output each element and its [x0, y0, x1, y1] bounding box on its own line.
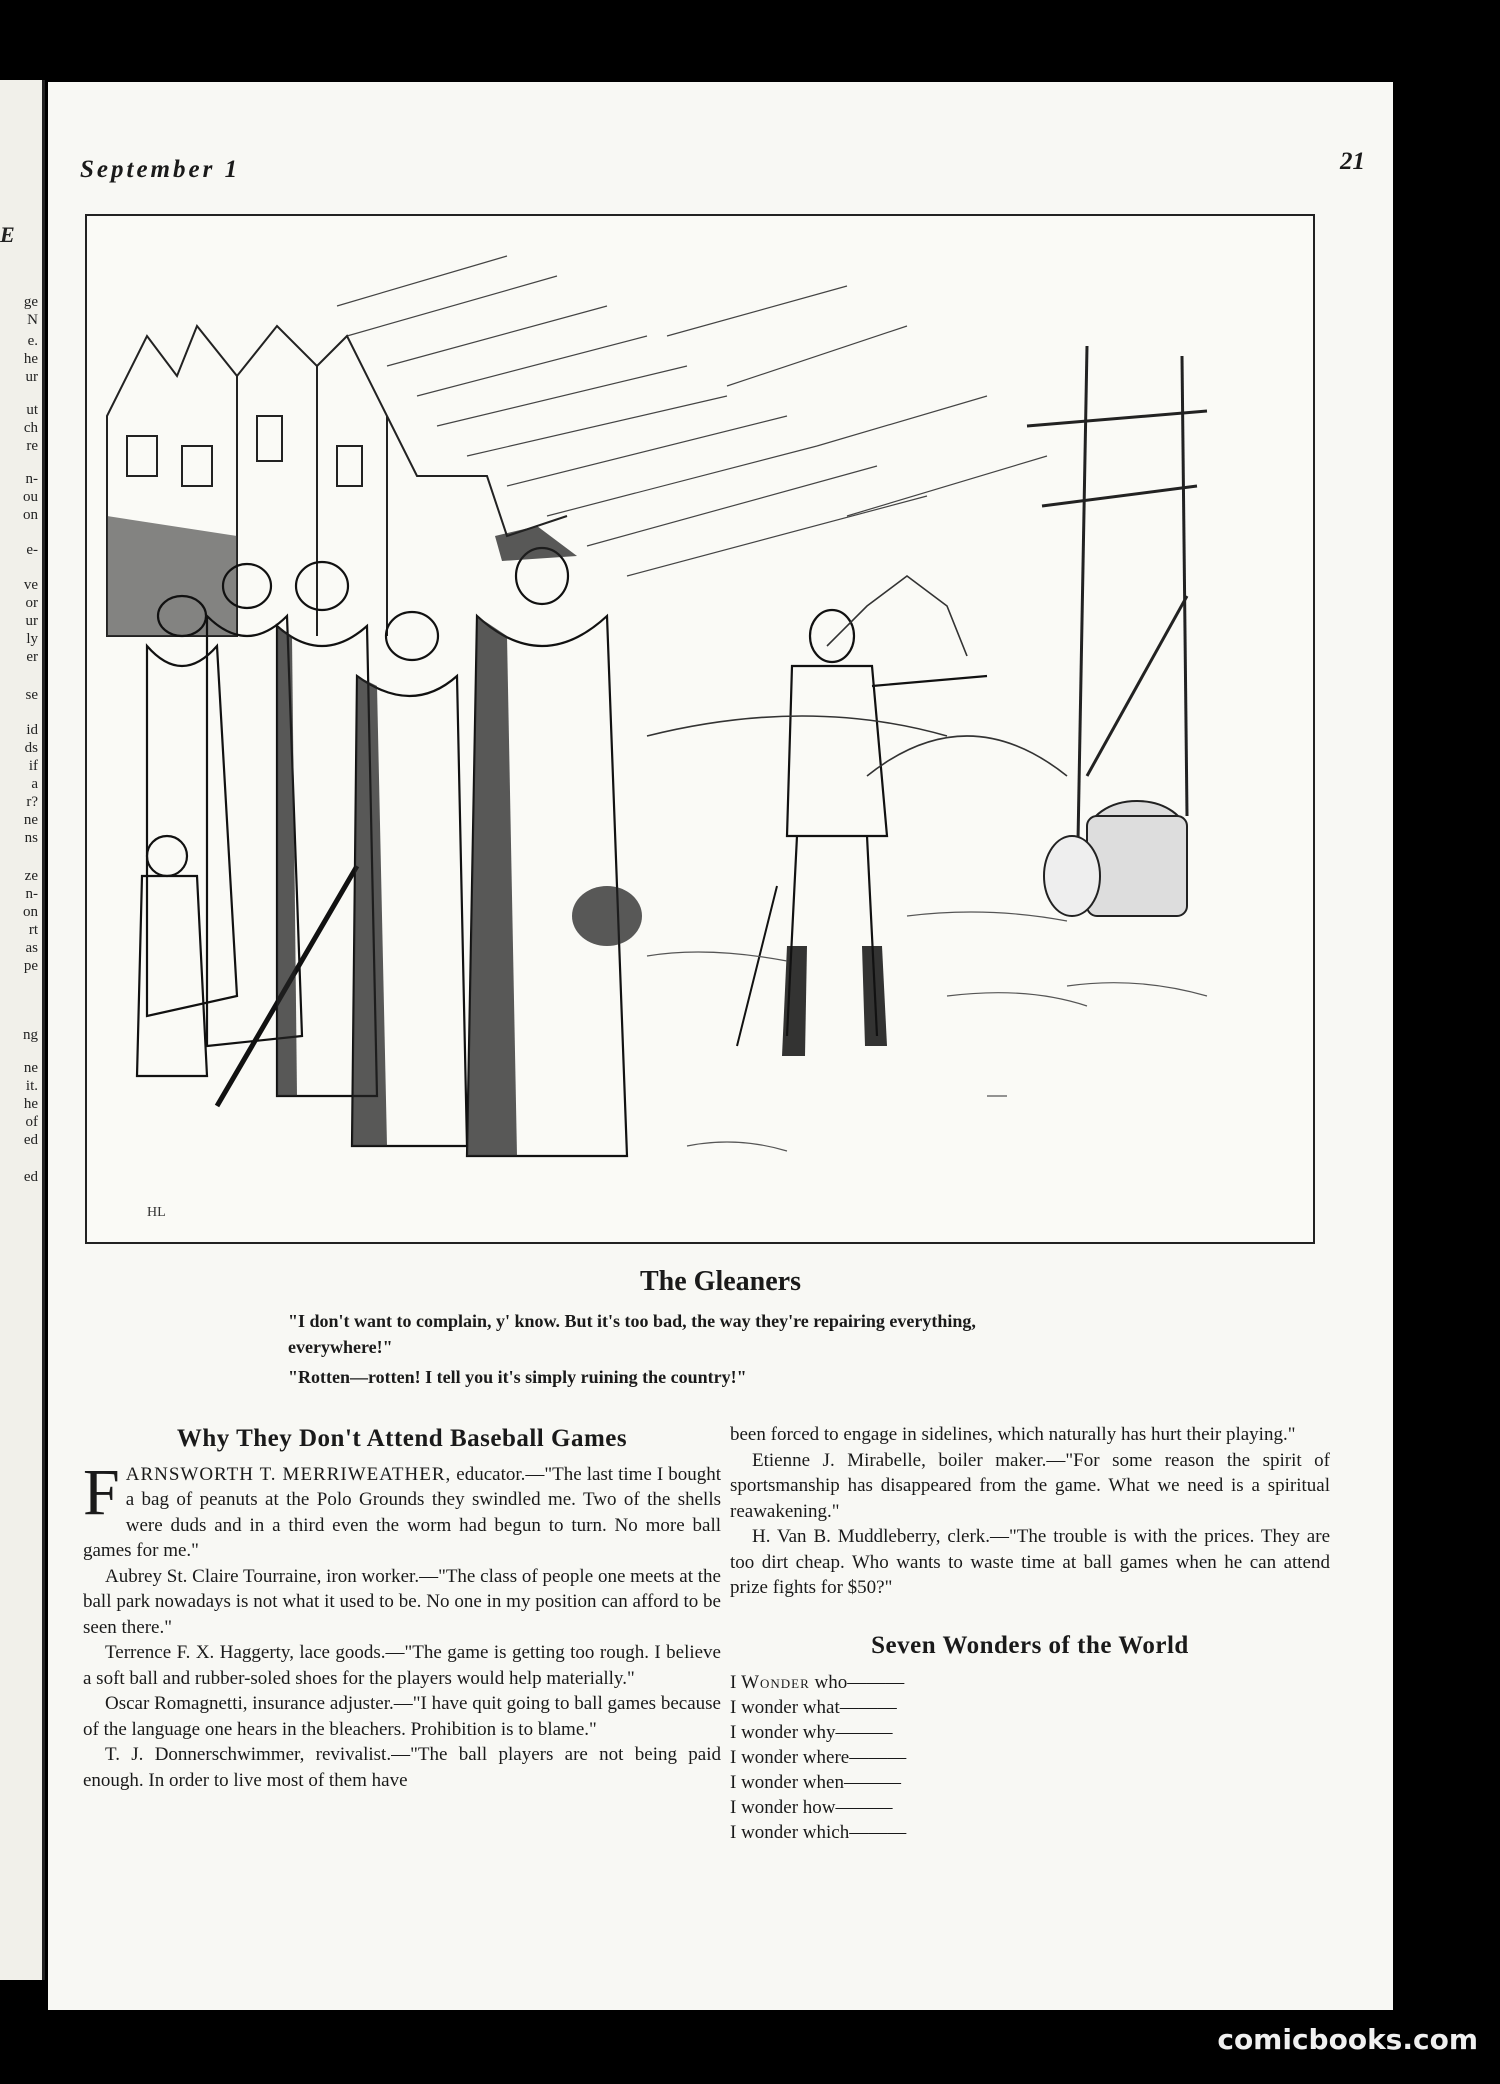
baseball-article-column — [83, 1426, 721, 1793]
page-number: 21 — [1340, 148, 1365, 175]
magazine-page — [48, 82, 1393, 2010]
wonder-line: I wonder where——— — [730, 1747, 907, 1768]
baseball-para-5-continued: been forced to engage in sidelines, which naturally has hurt their playing." — [730, 1424, 1296, 1445]
caption-title: The Gleaners — [640, 1266, 801, 1297]
left-page-fragment: id — [26, 722, 38, 738]
left-page-fragment: n- — [25, 886, 38, 902]
left-page-fragment: re — [26, 438, 38, 454]
wonder-line-rest: who——— — [809, 1672, 905, 1693]
wonders-article-title: Seven Wonders of the World — [871, 1631, 1189, 1659]
left-page-fragment: ng — [23, 1027, 38, 1043]
caption-line-1: "I don't want to complain, y' know. But it's too bad, the way they're repairing everything, — [288, 1311, 976, 1331]
left-page-edge — [0, 80, 45, 1980]
left-page-fragment: ou — [23, 489, 38, 505]
left-page-fragment: ve — [23, 577, 38, 593]
left-page-fragment: se — [25, 687, 38, 703]
wonder-line-smallcaps: Wonder — [741, 1672, 810, 1693]
left-page-fragment: ns — [24, 830, 38, 846]
left-page-fragment: or — [25, 595, 38, 611]
left-page-fragment: ge — [23, 294, 38, 310]
left-page-fragment: as — [25, 940, 38, 956]
wonder-line: I wonder how——— — [730, 1797, 893, 1818]
site-watermark: comicbooks.com — [1217, 2023, 1478, 2056]
left-page-fragment: ur — [25, 369, 38, 385]
left-page-fragment: ze — [24, 868, 38, 884]
left-page-fragment: n- — [25, 471, 38, 487]
left-page-fragment: a — [31, 776, 38, 792]
baseball-para-6: Etienne J. Mirabelle, boiler maker.—"For some reason the spirit of sportsmanship has disappeared from the game. What we need is a spiritual reawakening." — [730, 1449, 1330, 1522]
left-page-fragment: r? — [26, 794, 38, 810]
left-page-fragment: ne — [23, 1060, 38, 1076]
drop-cap: F — [83, 1455, 120, 1529]
cartoon-illustration — [85, 214, 1315, 1244]
cartoon-drawing — [87, 216, 1313, 1242]
left-page-fragment: pe — [23, 958, 38, 974]
left-page-fragment: ne — [23, 812, 38, 828]
wonder-line: I wonder why——— — [730, 1722, 893, 1743]
left-page-header-letter: E — [0, 222, 15, 247]
left-page-fragment: it. — [25, 1078, 38, 1094]
wonder-line: I wonder what——— — [730, 1697, 897, 1718]
left-page-fragment: of — [25, 1114, 38, 1130]
baseball-para-5: T. J. Donnerschwimmer, revivalist.—"The ball players are not being paid enough. In order to live most of them have — [83, 1744, 721, 1791]
left-page-fragment: er — [26, 649, 38, 665]
right-column — [730, 1422, 1330, 1845]
baseball-para-3: Terrence F. X. Haggerty, lace goods.—"The game is getting too rough. I believe a soft ball and rubber-soled shoes for the players would help materially." — [83, 1642, 721, 1689]
artist-signature: HL — [147, 1205, 166, 1220]
left-page-fragment: on — [23, 507, 38, 523]
left-page-fragment: ed — [23, 1169, 38, 1185]
baseball-para-1-name: ARNSWORTH T. MERRIWEATHER, — [125, 1463, 452, 1485]
baseball-para-7: H. Van B. Muddleberry, clerk.—"The trouble is with the prices. They are too dirt cheap. Who wants to waste time at ball games when he can attend prize fights for $50?" — [730, 1526, 1330, 1598]
wonder-line — [730, 1670, 1330, 1695]
caption-line-3: "Rotten—rotten! I tell you it's simply ruining the country!" — [288, 1367, 747, 1387]
left-page-fragment: ur — [25, 613, 38, 629]
baseball-para-1 — [83, 1455, 722, 1564]
baseball-article-title: Why They Don't Attend Baseball Games — [176, 1425, 628, 1452]
baseball-para-2: Aubrey St. Claire Tourraine, iron worker.—"The class of people one meets at the ball park nowadays is not what it used to be. No one in my position can afford to be seen there." — [83, 1565, 721, 1638]
left-page-fragment: rt — [28, 922, 38, 938]
left-page-fragment: if — [28, 758, 38, 774]
left-page-fragment: e. — [27, 333, 38, 349]
left-page-fragment: ds — [24, 740, 38, 756]
wonder-line: I wonder when——— — [730, 1772, 901, 1793]
wonder-line-lead: I — [730, 1672, 742, 1693]
left-page-fragment: he — [23, 1096, 38, 1112]
left-page-fragment: ed — [23, 1132, 38, 1148]
left-page-fragment: e- — [26, 542, 38, 558]
left-page-fragment: ut — [26, 402, 38, 418]
left-page-fragment: ly — [26, 631, 38, 647]
left-page-fragment: ch — [23, 420, 38, 436]
left-page-fragment: N — [27, 312, 38, 328]
left-page-fragment: he — [23, 351, 38, 367]
wonder-line: I wonder which——— — [730, 1822, 907, 1843]
left-page-fragment: on — [23, 904, 38, 920]
baseball-para-4: Oscar Romagnetti, insurance adjuster.—"I have quit going to ball games because of the language one hears in the bleachers. Prohibition is to blame." — [83, 1693, 721, 1740]
page-date: September 1 — [80, 156, 241, 183]
caption-line-2: everywhere!" — [288, 1337, 393, 1357]
baseball-para-1-text: educator.—"The last time I bought a bag of peanuts at the Polo Grounds they swindled me. Two of the shells were duds and in a third even the worm had begun to turn. No more ball games for me." — [83, 1463, 722, 1561]
